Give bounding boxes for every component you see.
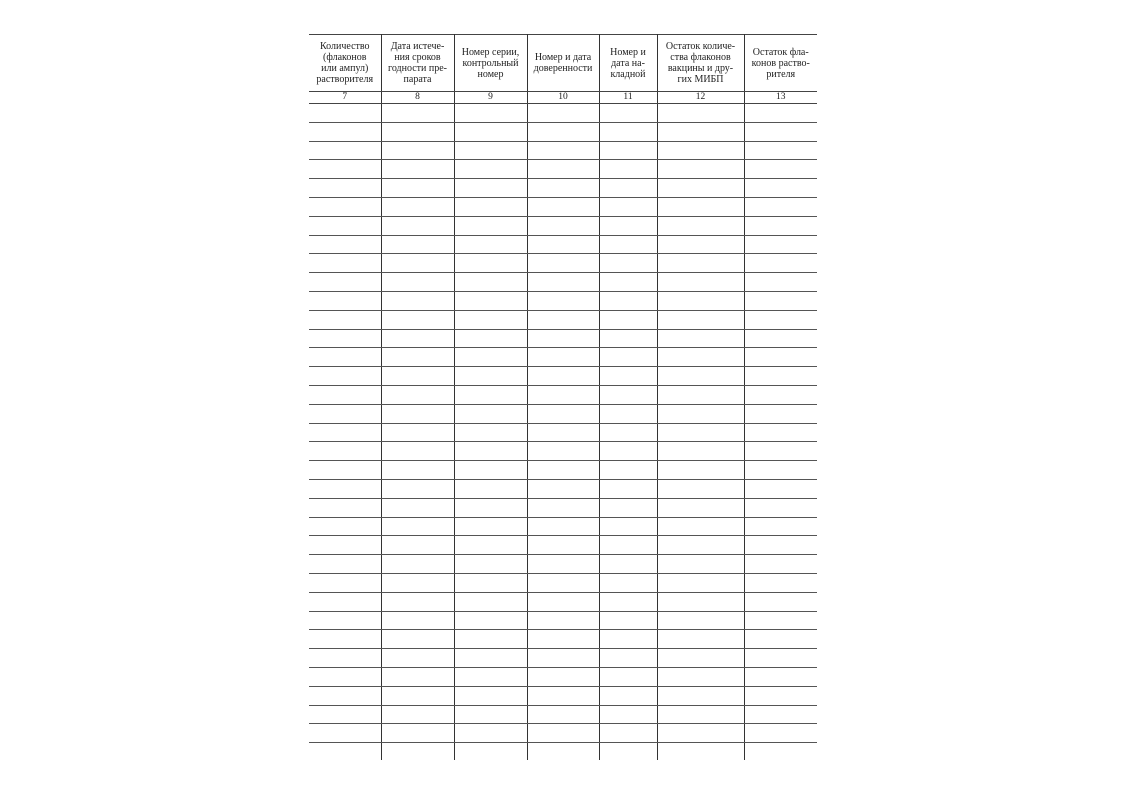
table-cell[interactable] [527, 235, 599, 254]
table-cell[interactable] [454, 611, 527, 630]
table-cell[interactable] [527, 592, 599, 611]
table-cell[interactable] [657, 273, 744, 292]
table-cell[interactable] [744, 686, 817, 705]
table-cell[interactable] [657, 536, 744, 555]
table-cell[interactable] [381, 310, 454, 329]
table-cell[interactable] [454, 310, 527, 329]
table-cell[interactable] [454, 197, 527, 216]
table-cell[interactable] [454, 630, 527, 649]
column-header: Количество (флаконов или ампул) растворителя [309, 35, 381, 92]
table-cell[interactable] [599, 592, 657, 611]
table-cell[interactable] [744, 724, 817, 743]
table-cell[interactable] [454, 367, 527, 386]
table-cell[interactable] [309, 536, 381, 555]
table-cell[interactable] [657, 216, 744, 235]
table-cell[interactable] [527, 743, 599, 761]
table-cell[interactable] [744, 179, 817, 198]
table-cell[interactable] [454, 536, 527, 555]
column-header: Номер и дата на- кладной [599, 35, 657, 92]
table-cell[interactable] [599, 461, 657, 480]
table-row [309, 705, 817, 724]
table-cell[interactable] [309, 367, 381, 386]
table-cell[interactable] [309, 273, 381, 292]
table-cell[interactable] [454, 667, 527, 686]
table-cell[interactable] [744, 649, 817, 668]
table-cell[interactable] [381, 630, 454, 649]
table-cell[interactable] [454, 404, 527, 423]
table-cell[interactable] [309, 122, 381, 141]
table-row [309, 310, 817, 329]
table-cell[interactable] [309, 649, 381, 668]
table-row [309, 160, 817, 179]
column-number-row [309, 92, 817, 104]
table-cell[interactable] [527, 310, 599, 329]
table-cell[interactable] [527, 367, 599, 386]
table-cell[interactable] [309, 104, 381, 123]
table-cell[interactable] [744, 291, 817, 310]
table-cell[interactable] [599, 291, 657, 310]
table-cell[interactable] [309, 348, 381, 367]
column-number: 8 [381, 92, 454, 104]
table-cell[interactable] [309, 141, 381, 160]
table-cell[interactable] [657, 461, 744, 480]
table-cell[interactable] [657, 104, 744, 123]
table-cell[interactable] [599, 273, 657, 292]
table-cell[interactable] [309, 235, 381, 254]
table-cell[interactable] [744, 216, 817, 235]
table-cell[interactable] [657, 254, 744, 273]
table-cell[interactable] [599, 442, 657, 461]
table-cell[interactable] [309, 423, 381, 442]
table-cell[interactable] [454, 273, 527, 292]
table-cell[interactable] [381, 573, 454, 592]
table-cell[interactable] [527, 724, 599, 743]
table-cell[interactable] [309, 743, 381, 761]
table-cell[interactable] [381, 291, 454, 310]
table-cell[interactable] [527, 686, 599, 705]
table-row [309, 235, 817, 254]
table-cell[interactable] [454, 705, 527, 724]
table-cell[interactable] [527, 705, 599, 724]
table-row [309, 348, 817, 367]
table-cell[interactable] [657, 310, 744, 329]
table-cell[interactable] [527, 141, 599, 160]
table-row [309, 273, 817, 292]
table-cell[interactable] [599, 705, 657, 724]
register-table [309, 34, 817, 760]
table-cell[interactable] [657, 573, 744, 592]
table-cell[interactable] [309, 179, 381, 198]
table-cell[interactable] [527, 461, 599, 480]
table-cell[interactable] [599, 329, 657, 348]
table-cell[interactable] [527, 179, 599, 198]
column-number: 7 [309, 92, 381, 104]
table-cell[interactable] [454, 649, 527, 668]
column-number: 13 [744, 92, 817, 104]
table-cell[interactable] [744, 254, 817, 273]
table-row [309, 743, 817, 761]
table-cell[interactable] [657, 555, 744, 574]
table-cell[interactable] [381, 705, 454, 724]
table-cell[interactable] [599, 404, 657, 423]
table-cell[interactable] [381, 216, 454, 235]
table-cell[interactable] [454, 104, 527, 123]
table-cell[interactable] [527, 611, 599, 630]
table-cell[interactable] [381, 122, 454, 141]
table-cell[interactable] [309, 329, 381, 348]
table-row [309, 649, 817, 668]
table-cell[interactable] [657, 517, 744, 536]
table-cell[interactable] [309, 216, 381, 235]
table-cell[interactable] [599, 385, 657, 404]
table-cell[interactable] [454, 592, 527, 611]
table-cell[interactable] [599, 611, 657, 630]
column-number: 10 [527, 92, 599, 104]
column-header: Номер серии, контрольный номер [454, 35, 527, 92]
table-row [309, 517, 817, 536]
table-cell[interactable] [309, 442, 381, 461]
table-row [309, 630, 817, 649]
table-cell[interactable] [381, 743, 454, 761]
table-cell[interactable] [381, 592, 454, 611]
table-row [309, 498, 817, 517]
table-cell[interactable] [381, 273, 454, 292]
table-cell[interactable] [744, 104, 817, 123]
table-cell[interactable] [744, 630, 817, 649]
table-cell[interactable] [744, 122, 817, 141]
table-cell[interactable] [744, 273, 817, 292]
table-row [309, 555, 817, 574]
table-cell[interactable] [454, 573, 527, 592]
table-cell[interactable] [599, 536, 657, 555]
column-header: Остаток количе- ства флаконов вакцины и дру- гих МИБП [657, 35, 744, 92]
table-cell[interactable] [309, 254, 381, 273]
table-cell[interactable] [381, 555, 454, 574]
table-cell[interactable] [454, 442, 527, 461]
table-cell[interactable] [527, 573, 599, 592]
table-cell[interactable] [381, 479, 454, 498]
table-cell[interactable] [657, 705, 744, 724]
table-cell[interactable] [309, 686, 381, 705]
table-cell[interactable] [657, 498, 744, 517]
table-row [309, 254, 817, 273]
table-cell[interactable] [744, 667, 817, 686]
table-cell[interactable] [381, 197, 454, 216]
table-cell[interactable] [599, 667, 657, 686]
column-header: Дата истече- ния сроков годности пре- парата [381, 35, 454, 92]
table-row [309, 197, 817, 216]
table-cell[interactable] [657, 329, 744, 348]
table-cell[interactable] [657, 404, 744, 423]
table-cell[interactable] [744, 310, 817, 329]
table-cell[interactable] [381, 235, 454, 254]
table-cell[interactable] [599, 479, 657, 498]
table-row [309, 592, 817, 611]
table-row [309, 667, 817, 686]
table-cell[interactable] [599, 235, 657, 254]
table-row [309, 404, 817, 423]
table-cell[interactable] [309, 498, 381, 517]
table-cell[interactable] [744, 743, 817, 761]
table-cell[interactable] [744, 442, 817, 461]
table-row [309, 367, 817, 386]
table-cell[interactable] [381, 254, 454, 273]
table-row [309, 216, 817, 235]
table-row [309, 611, 817, 630]
column-number: 12 [657, 92, 744, 104]
table-cell[interactable] [657, 385, 744, 404]
table-cell[interactable] [454, 160, 527, 179]
table-cell[interactable] [527, 291, 599, 310]
table-cell[interactable] [744, 329, 817, 348]
table-cell[interactable] [527, 404, 599, 423]
table-cell[interactable] [744, 705, 817, 724]
table-cell[interactable] [744, 235, 817, 254]
table-cell[interactable] [527, 197, 599, 216]
table-cell[interactable] [744, 423, 817, 442]
table-cell[interactable] [599, 555, 657, 574]
table-cell[interactable] [744, 141, 817, 160]
table-cell[interactable] [657, 122, 744, 141]
table-cell[interactable] [454, 724, 527, 743]
table-cell[interactable] [599, 630, 657, 649]
column-header: Номер и дата доверенности [527, 35, 599, 92]
table-cell[interactable] [744, 536, 817, 555]
table-cell[interactable] [454, 141, 527, 160]
table-row [309, 385, 817, 404]
table-cell[interactable] [381, 686, 454, 705]
table-cell[interactable] [527, 423, 599, 442]
table-cell[interactable] [657, 197, 744, 216]
table-cell[interactable] [527, 479, 599, 498]
table-cell[interactable] [381, 423, 454, 442]
table-cell[interactable] [454, 329, 527, 348]
table-cell[interactable] [527, 104, 599, 123]
table-row [309, 536, 817, 555]
table-cell[interactable] [744, 461, 817, 480]
table-cell[interactable] [381, 667, 454, 686]
table-cell[interactable] [657, 141, 744, 160]
table-cell[interactable] [599, 104, 657, 123]
table-row [309, 122, 817, 141]
table-cell[interactable] [309, 160, 381, 179]
table-cell[interactable] [527, 630, 599, 649]
table-cell[interactable] [599, 160, 657, 179]
table-cell[interactable] [454, 385, 527, 404]
table-cell[interactable] [381, 367, 454, 386]
table-cell[interactable] [657, 235, 744, 254]
table-cell[interactable] [381, 104, 454, 123]
table-cell[interactable] [657, 743, 744, 761]
table-cell[interactable] [527, 517, 599, 536]
table-cell[interactable] [381, 724, 454, 743]
table-cell[interactable] [527, 442, 599, 461]
table-cell[interactable] [657, 649, 744, 668]
table-cell[interactable] [454, 743, 527, 761]
table-cell[interactable] [657, 423, 744, 442]
table-cell[interactable] [381, 442, 454, 461]
table-cell[interactable] [744, 479, 817, 498]
table-cell[interactable] [527, 329, 599, 348]
table-cell[interactable] [657, 592, 744, 611]
table-cell[interactable] [309, 705, 381, 724]
table-cell[interactable] [309, 479, 381, 498]
table-cell[interactable] [599, 254, 657, 273]
table-cell[interactable] [527, 667, 599, 686]
table-cell[interactable] [744, 348, 817, 367]
table-cell[interactable] [454, 348, 527, 367]
table-row [309, 724, 817, 743]
table-cell[interactable] [454, 423, 527, 442]
table-cell[interactable] [599, 141, 657, 160]
table-cell[interactable] [527, 555, 599, 574]
table-cell[interactable] [454, 254, 527, 273]
table-cell[interactable] [309, 555, 381, 574]
table-cell[interactable] [309, 611, 381, 630]
table-row [309, 573, 817, 592]
table-cell[interactable] [744, 197, 817, 216]
table-cell[interactable] [599, 686, 657, 705]
table-cell[interactable] [454, 461, 527, 480]
table-cell[interactable] [599, 498, 657, 517]
table-row [309, 442, 817, 461]
table-cell[interactable] [657, 630, 744, 649]
table-cell[interactable] [454, 498, 527, 517]
table-cell[interactable] [599, 348, 657, 367]
table-cell[interactable] [657, 367, 744, 386]
table-cell[interactable] [381, 536, 454, 555]
table-cell[interactable] [527, 216, 599, 235]
table-cell[interactable] [744, 555, 817, 574]
table-row [309, 104, 817, 123]
table-cell[interactable] [744, 517, 817, 536]
table-cell[interactable] [309, 461, 381, 480]
table-cell[interactable] [657, 686, 744, 705]
table-cell[interactable] [657, 179, 744, 198]
table-cell[interactable] [309, 197, 381, 216]
table-cell[interactable] [309, 517, 381, 536]
table-cell[interactable] [599, 367, 657, 386]
table-row [309, 179, 817, 198]
table-cell[interactable] [381, 160, 454, 179]
table-cell[interactable] [381, 611, 454, 630]
table-cell[interactable] [527, 385, 599, 404]
table-cell[interactable] [599, 122, 657, 141]
table-cell[interactable] [381, 329, 454, 348]
table-cell[interactable] [657, 291, 744, 310]
column-header-row [309, 35, 817, 92]
table-cell[interactable] [309, 724, 381, 743]
table-cell[interactable] [381, 461, 454, 480]
table-cell[interactable] [744, 592, 817, 611]
table-cell[interactable] [309, 630, 381, 649]
table-cell[interactable] [599, 573, 657, 592]
table-cell[interactable] [309, 667, 381, 686]
table-row [309, 291, 817, 310]
table-cell[interactable] [599, 743, 657, 761]
table-cell[interactable] [381, 404, 454, 423]
table-cell[interactable] [744, 498, 817, 517]
table-row [309, 461, 817, 480]
table-cell[interactable] [657, 160, 744, 179]
table-cell[interactable] [527, 273, 599, 292]
table-cell[interactable] [454, 555, 527, 574]
table-cell[interactable] [527, 122, 599, 141]
table-cell[interactable] [381, 517, 454, 536]
table-cell[interactable] [599, 724, 657, 743]
table-cell[interactable] [527, 536, 599, 555]
table-cell[interactable] [381, 498, 454, 517]
register-form [309, 34, 817, 760]
table-cell[interactable] [527, 348, 599, 367]
table-cell[interactable] [599, 216, 657, 235]
table-cell[interactable] [309, 404, 381, 423]
table-cell[interactable] [454, 686, 527, 705]
table-cell[interactable] [744, 611, 817, 630]
table-cell[interactable] [657, 442, 744, 461]
table-cell[interactable] [454, 216, 527, 235]
table-cell[interactable] [454, 479, 527, 498]
table-cell[interactable] [599, 179, 657, 198]
table-cell[interactable] [454, 122, 527, 141]
table-cell[interactable] [527, 649, 599, 668]
table-cell[interactable] [309, 573, 381, 592]
table-cell[interactable] [599, 310, 657, 329]
column-number: 11 [599, 92, 657, 104]
register-body [309, 104, 817, 761]
table-cell[interactable] [527, 254, 599, 273]
table-cell[interactable] [309, 592, 381, 611]
table-cell[interactable] [744, 404, 817, 423]
table-cell[interactable] [381, 348, 454, 367]
table-cell[interactable] [599, 649, 657, 668]
table-cell[interactable] [454, 517, 527, 536]
table-cell[interactable] [527, 160, 599, 179]
table-cell[interactable] [381, 141, 454, 160]
table-cell[interactable] [657, 479, 744, 498]
column-number: 9 [454, 92, 527, 104]
table-row [309, 329, 817, 348]
table-cell[interactable] [599, 423, 657, 442]
table-row [309, 479, 817, 498]
table-row [309, 686, 817, 705]
table-cell[interactable] [381, 649, 454, 668]
table-cell[interactable] [454, 179, 527, 198]
table-cell[interactable] [527, 498, 599, 517]
table-row [309, 141, 817, 160]
table-cell[interactable] [744, 573, 817, 592]
table-cell[interactable] [657, 724, 744, 743]
table-cell[interactable] [657, 348, 744, 367]
table-cell[interactable] [309, 385, 381, 404]
column-header: Остаток фла- конов раство- рителя [744, 35, 817, 92]
table-cell[interactable] [599, 517, 657, 536]
table-cell[interactable] [657, 611, 744, 630]
table-cell[interactable] [657, 667, 744, 686]
table-cell[interactable] [454, 235, 527, 254]
table-cell[interactable] [381, 179, 454, 198]
table-cell[interactable] [599, 197, 657, 216]
table-cell[interactable] [744, 367, 817, 386]
table-cell[interactable] [454, 291, 527, 310]
table-cell[interactable] [309, 291, 381, 310]
table-cell[interactable] [309, 310, 381, 329]
table-row [309, 423, 817, 442]
table-cell[interactable] [744, 160, 817, 179]
table-cell[interactable] [381, 385, 454, 404]
table-cell[interactable] [744, 385, 817, 404]
